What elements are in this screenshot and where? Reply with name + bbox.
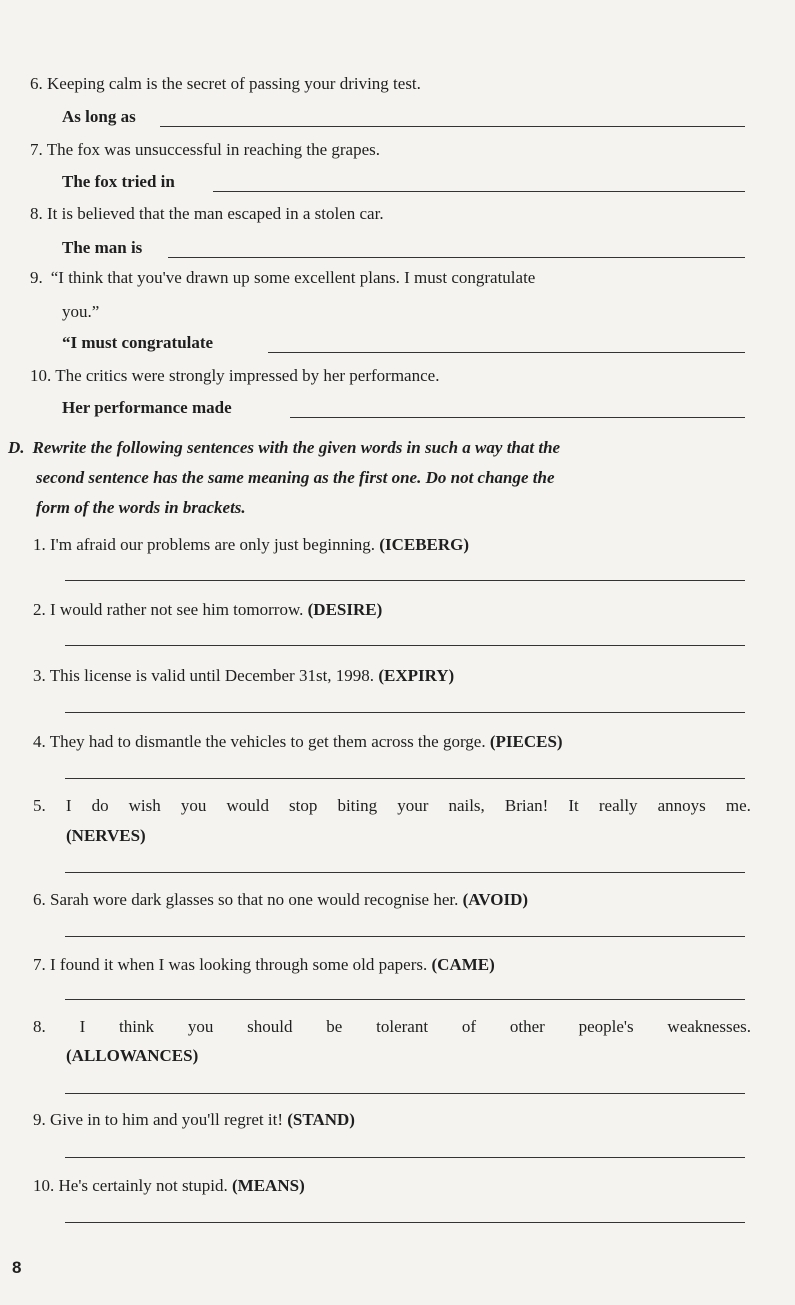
word: It — [568, 796, 579, 815]
keyword: (NERVES) — [66, 826, 146, 845]
item-sentence: He's certainly not stupid. — [58, 1176, 228, 1195]
keyword: (DESIRE) — [307, 600, 383, 619]
item-number: 6. — [33, 890, 46, 909]
item-number: 2. — [33, 600, 46, 619]
c-item-9 — [30, 268, 752, 288]
item-sentence: Give in to him and you'll regret it! — [50, 1110, 283, 1129]
word: other — [509, 1017, 545, 1036]
word: tolerant — [376, 1017, 429, 1036]
c-item-7 — [30, 140, 380, 160]
word: weaknesses. — [667, 1017, 751, 1036]
item-sentence: It is believed that the man escaped in a stolen car. — [47, 204, 384, 223]
answer-line[interactable] — [213, 191, 745, 192]
answer-line[interactable] — [65, 645, 745, 646]
word: I — [79, 1017, 86, 1036]
keyword: (AVOID) — [462, 890, 529, 909]
keyword: (MEANS) — [232, 1176, 305, 1195]
d-item-8 — [33, 1017, 751, 1037]
item-number: 10. — [30, 366, 52, 385]
d-item-9 — [33, 1110, 355, 1130]
c-item-10-prompt: Her performance made — [62, 398, 232, 417]
item-sentence: They had to dismantle the vehicles to get them across the gorge. — [49, 732, 486, 751]
word: stop — [289, 796, 318, 815]
answer-line[interactable] — [65, 1222, 745, 1223]
d-item-5 — [33, 796, 751, 816]
item-sentence: The fox was unsuccessful in reaching the grapes. — [46, 140, 380, 159]
instruction-line: second sentence has the same meaning as the first one. Do not change the — [36, 468, 555, 487]
word: would — [226, 796, 269, 815]
d-item-10 — [33, 1176, 305, 1196]
item-sentence: Sarah wore dark glasses so that no one would recognise her. — [50, 890, 459, 909]
item-number: 1. — [33, 535, 46, 554]
answer-line[interactable] — [65, 1093, 745, 1094]
d-item-3 — [33, 666, 454, 686]
page-number: 8 — [12, 1258, 22, 1277]
instruction-line: form of the words in brackets. — [36, 498, 246, 517]
item-number: 7. — [30, 140, 43, 159]
item-sentence: “I think that you've drawn up some excellent plans. I must congratulate — [50, 268, 536, 287]
answer-line[interactable] — [65, 1157, 745, 1158]
item-number: 8. — [30, 204, 43, 223]
word: nails, — [448, 796, 485, 815]
c-item-8-prompt: The man is — [62, 238, 143, 257]
d-item-7 — [33, 955, 495, 975]
d-item-2 — [33, 600, 382, 620]
item-sentence: I'm afraid our problems are only just beginning. — [50, 535, 376, 554]
word: wish — [128, 796, 161, 815]
item-sentence: I would rather not see him tomorrow. — [50, 600, 304, 619]
answer-line[interactable] — [290, 417, 745, 418]
item-number: 8. — [33, 1017, 46, 1036]
keyword: (STAND) — [287, 1110, 355, 1129]
answer-line[interactable] — [65, 712, 745, 713]
keyword: (PIECES) — [489, 732, 563, 751]
answer-line[interactable] — [65, 580, 745, 581]
word: Brian! — [504, 796, 549, 815]
word: be — [326, 1017, 343, 1036]
item-number: 4. — [33, 732, 46, 751]
answer-line[interactable] — [168, 257, 745, 258]
word: annoys — [657, 796, 706, 815]
item-number: 9. — [33, 1110, 46, 1129]
answer-line[interactable] — [268, 352, 745, 353]
item-number: 10. — [33, 1176, 55, 1195]
item-number: 3. — [33, 666, 46, 685]
item-number: 7. — [33, 955, 46, 974]
d-item-4 — [33, 732, 563, 752]
c-item-7-prompt: The fox tried in — [62, 172, 175, 191]
item-number: 9. — [30, 268, 43, 287]
word: really — [598, 796, 638, 815]
answer-line[interactable] — [65, 999, 745, 1000]
item-number: 6. — [30, 74, 43, 93]
word: your — [397, 796, 429, 815]
c-item-6 — [30, 74, 421, 94]
word: should — [247, 1017, 293, 1036]
instruction-line: Rewrite the following sentences with the given words in such a way that the — [32, 438, 561, 457]
d-item-6 — [33, 890, 528, 910]
keyword: (CAME) — [431, 955, 495, 974]
answer-line[interactable] — [160, 126, 745, 127]
word: I — [65, 796, 72, 815]
item-number: 5. — [33, 796, 46, 815]
item-sentence: I found it when I was looking through some old papers. — [50, 955, 428, 974]
word: me. — [725, 796, 751, 815]
item-sentence: The critics were strongly impressed by her performance. — [55, 366, 440, 385]
item-sentence: Keeping calm is the secret of passing your driving test. — [47, 74, 421, 93]
c-item-9-prompt: “I must congratulate — [62, 333, 214, 352]
word: think — [119, 1017, 154, 1036]
keyword: (ALLOWANCES) — [66, 1046, 199, 1065]
word: do — [91, 796, 109, 815]
section-d-label: D. — [8, 438, 25, 457]
answer-line[interactable] — [65, 778, 745, 779]
word: of — [461, 1017, 477, 1036]
word: biting — [337, 796, 378, 815]
word: people's — [578, 1017, 634, 1036]
section-d-instructions — [8, 433, 753, 523]
answer-line[interactable] — [65, 872, 745, 873]
c-item-9-line2: you.” — [62, 302, 100, 321]
word: you — [180, 796, 207, 815]
d-item-1 — [33, 535, 469, 555]
item-sentence: This license is valid until December 31st, 1998. — [49, 666, 375, 685]
c-item-10 — [30, 366, 439, 386]
answer-line[interactable] — [65, 936, 745, 937]
c-item-6-prompt: As long as — [62, 107, 136, 126]
word: you — [187, 1017, 214, 1036]
keyword: (EXPIRY) — [378, 666, 455, 685]
keyword: (ICEBERG) — [379, 535, 470, 554]
c-item-8 — [30, 204, 384, 224]
